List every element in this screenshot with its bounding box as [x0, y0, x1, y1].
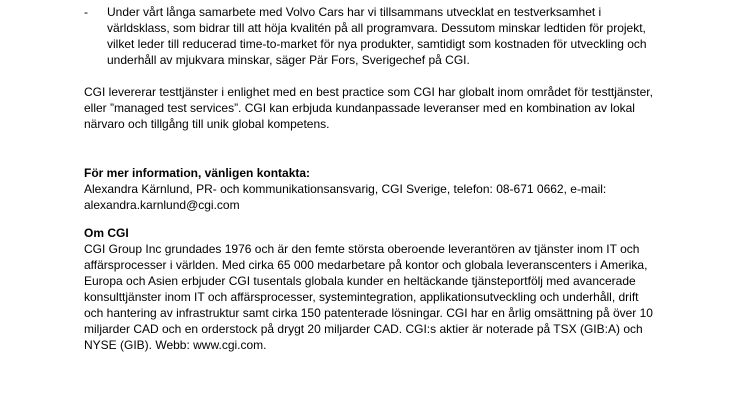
bullet-marker: -: [84, 5, 88, 19]
contact-heading: För mer information, vänligen kontakta:: [84, 166, 311, 180]
about-text: CGI Group Inc grundades 1976 och är den femte största oberoende leverantören av tjänster inom IT och affärsprocesser i världen. Med cirka 65 000 medarbetare på kontor och globala leveranscenters i Amerika, Europa och Asien erbjuder CGI tusentals globala kunder en heltäckande tjänsteportfölj med avancerade konsulttjänster inom IT och affärsprocesser, systemintegration, applikationsutveckling och underhåll, drift och hantering av infrastruktur samt cirka 150 patenterade lösningar. CGI har en årlig omsättning på över 10 miljarder CAD och en orderstock på drygt 20 miljarder CAD. CGI:s aktier är noterade på TSX (GIB:A) och NYSE (GIB). Webb: www.cgi.com.: [84, 242, 653, 352]
quote-text: Under vårt långa samarbete med Volvo Cars har vi tillsammans utvecklat en testverksamhet i världsklass, som bidrar till att höja kvalitén på all programvara. Dessutom minskar ledtiden för projekt, vilket leder till reducerad time-to-market för nya produkter, samtidigt som kostnaden för utveckling och underhåll av mjukvara minskar, säger Pär Fors, Sverigechef på CGI.: [107, 5, 647, 67]
about-heading: Om CGI: [84, 226, 129, 240]
services-paragraph: CGI levererar testtjänster i enlighet med en best practice som CGI har globalt inom området för testtjänster, eller ”managed test services”. CGI kan erbjuda kundanpassade leveranser med en kombination av lokal närvaro och tillgång till unik global kompetens.: [84, 85, 653, 131]
contact-text: Alexandra Kärnlund, PR- och kommunikationsansvarig, CGI Sverige, telefon: 08-671 0662, e-mail: alexandra.karnlund@cgi.com: [84, 182, 607, 212]
